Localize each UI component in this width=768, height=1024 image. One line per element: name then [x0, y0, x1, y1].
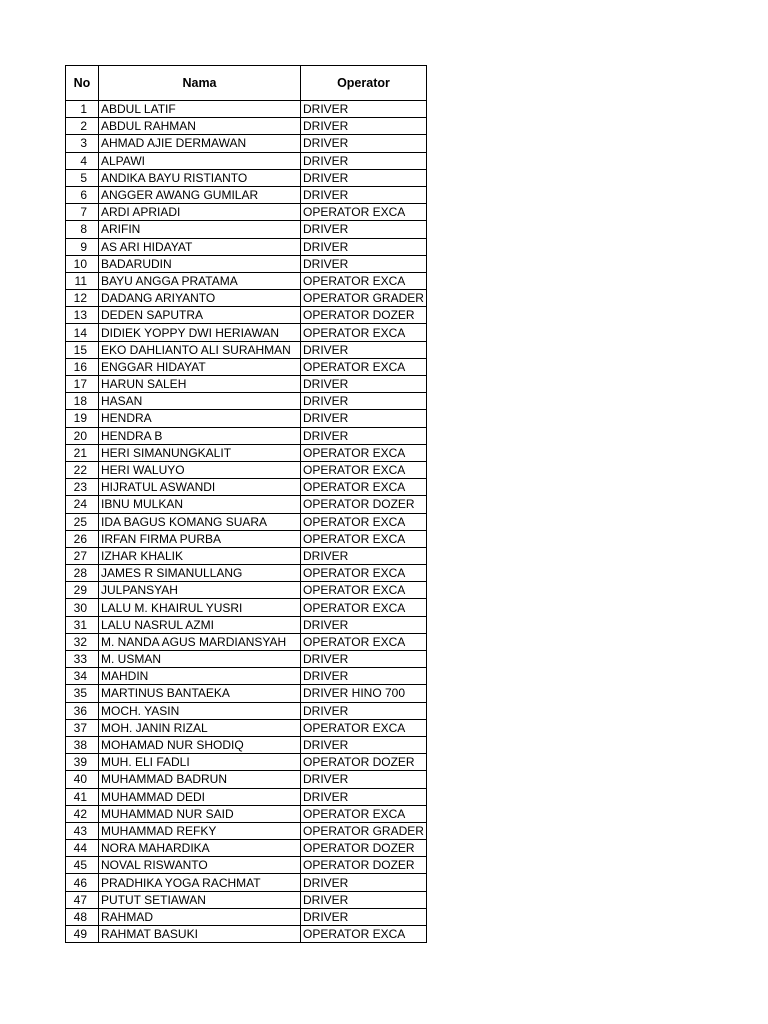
- row-number-cell: 14: [66, 324, 99, 341]
- operator-cell: DRIVER: [301, 341, 427, 358]
- operator-cell: OPERATOR DOZER: [301, 307, 427, 324]
- operator-cell: DRIVER: [301, 186, 427, 203]
- name-cell: BAYU ANGGA PRATAMA: [99, 272, 301, 289]
- row-number-cell: 26: [66, 530, 99, 547]
- operator-cell: OPERATOR EXCA: [301, 805, 427, 822]
- name-cell: MAHDIN: [99, 668, 301, 685]
- row-number-cell: 5: [66, 169, 99, 186]
- header-operator: Operator: [301, 66, 427, 101]
- row-number-cell: 20: [66, 427, 99, 444]
- row-number-cell: 18: [66, 393, 99, 410]
- name-cell: JAMES R SIMANULLANG: [99, 565, 301, 582]
- name-cell: IDA BAGUS KOMANG SUARA: [99, 513, 301, 530]
- table-row: [66, 547, 427, 564]
- table-row: [66, 651, 427, 668]
- name-cell: M. NANDA AGUS MARDIANSYAH: [99, 633, 301, 650]
- operator-cell: OPERATOR EXCA: [301, 204, 427, 221]
- name-cell: ALPAWI: [99, 152, 301, 169]
- row-number-cell: 40: [66, 771, 99, 788]
- row-number-cell: 47: [66, 891, 99, 908]
- table-row: [66, 668, 427, 685]
- name-cell: HENDRA: [99, 410, 301, 427]
- table-row: [66, 376, 427, 393]
- operator-cell: DRIVER: [301, 101, 427, 118]
- table-row: [66, 496, 427, 513]
- table-row: [66, 530, 427, 547]
- name-cell: HIJRATUL ASWANDI: [99, 479, 301, 496]
- row-number-cell: 15: [66, 341, 99, 358]
- row-number-cell: 8: [66, 221, 99, 238]
- name-cell: ANGGER AWANG GUMILAR: [99, 186, 301, 203]
- row-number-cell: 13: [66, 307, 99, 324]
- name-cell: ANDIKA BAYU RISTIANTO: [99, 169, 301, 186]
- row-number-cell: 38: [66, 736, 99, 753]
- table-row: [66, 272, 427, 289]
- row-number-cell: 24: [66, 496, 99, 513]
- operator-cell: OPERATOR DOZER: [301, 857, 427, 874]
- operator-cell: DRIVER: [301, 376, 427, 393]
- operator-cell: DRIVER: [301, 874, 427, 891]
- operator-cell: DRIVER: [301, 668, 427, 685]
- name-cell: MUHAMMAD NUR SAID: [99, 805, 301, 822]
- operator-cell: OPERATOR DOZER: [301, 754, 427, 771]
- operator-cell: DRIVER: [301, 736, 427, 753]
- row-number-cell: 7: [66, 204, 99, 221]
- table-row: [66, 857, 427, 874]
- operator-cell: OPERATOR EXCA: [301, 582, 427, 599]
- row-number-cell: 9: [66, 238, 99, 255]
- operator-cell: DRIVER: [301, 255, 427, 272]
- row-number-cell: 25: [66, 513, 99, 530]
- name-cell: AHMAD AJIE DERMAWAN: [99, 135, 301, 152]
- table-row: [66, 805, 427, 822]
- table-row: [66, 324, 427, 341]
- name-cell: MOCH. YASIN: [99, 702, 301, 719]
- operator-cell: DRIVER: [301, 788, 427, 805]
- table-row: [66, 788, 427, 805]
- name-cell: BADARUDIN: [99, 255, 301, 272]
- row-number-cell: 16: [66, 358, 99, 375]
- row-number-cell: 42: [66, 805, 99, 822]
- operator-cell: DRIVER: [301, 135, 427, 152]
- operator-cell: OPERATOR EXCA: [301, 599, 427, 616]
- row-number-cell: 45: [66, 857, 99, 874]
- operator-cell: OPERATOR EXCA: [301, 565, 427, 582]
- table-row: [66, 874, 427, 891]
- name-cell: MARTINUS BANTAEKA: [99, 685, 301, 702]
- row-number-cell: 30: [66, 599, 99, 616]
- name-cell: MUHAMMAD BADRUN: [99, 771, 301, 788]
- name-cell: JULPANSYAH: [99, 582, 301, 599]
- table-row: [66, 479, 427, 496]
- row-number-cell: 32: [66, 633, 99, 650]
- operator-cell: DRIVER: [301, 616, 427, 633]
- operator-cell: DRIVER: [301, 702, 427, 719]
- operator-cell: DRIVER: [301, 152, 427, 169]
- name-cell: NOVAL RISWANTO: [99, 857, 301, 874]
- operator-cell: DRIVER: [301, 908, 427, 925]
- operator-cell: OPERATOR DOZER: [301, 840, 427, 857]
- name-cell: ARDI APRIADI: [99, 204, 301, 221]
- operator-cell: DRIVER: [301, 771, 427, 788]
- row-number-cell: 43: [66, 822, 99, 839]
- table-row: [66, 461, 427, 478]
- table-row: [66, 135, 427, 152]
- row-number-cell: 4: [66, 152, 99, 169]
- operator-cell: DRIVER: [301, 891, 427, 908]
- row-number-cell: 35: [66, 685, 99, 702]
- operator-cell: DRIVER HINO 700: [301, 685, 427, 702]
- table-row: [66, 582, 427, 599]
- row-number-cell: 46: [66, 874, 99, 891]
- operator-cell: DRIVER: [301, 410, 427, 427]
- operator-cell: DRIVER: [301, 118, 427, 135]
- name-cell: DADANG ARIYANTO: [99, 290, 301, 307]
- name-cell: HENDRA B: [99, 427, 301, 444]
- name-cell: MOH. JANIN RIZAL: [99, 719, 301, 736]
- table-row: [66, 754, 427, 771]
- row-number-cell: 22: [66, 461, 99, 478]
- name-cell: LALU M. KHAIRUL YUSRI: [99, 599, 301, 616]
- operator-cell: DRIVER: [301, 393, 427, 410]
- operator-cell: OPERATOR EXCA: [301, 633, 427, 650]
- operator-cell: OPERATOR EXCA: [301, 719, 427, 736]
- table-row: [66, 101, 427, 118]
- table-row: [66, 565, 427, 582]
- row-number-cell: 33: [66, 651, 99, 668]
- row-number-cell: 17: [66, 376, 99, 393]
- name-cell: MOHAMAD NUR SHODIQ: [99, 736, 301, 753]
- operator-cell: OPERATOR EXCA: [301, 461, 427, 478]
- operator-cell: DRIVER: [301, 169, 427, 186]
- table-row: [66, 393, 427, 410]
- row-number-cell: 21: [66, 444, 99, 461]
- row-number-cell: 34: [66, 668, 99, 685]
- row-number-cell: 37: [66, 719, 99, 736]
- row-number-cell: 23: [66, 479, 99, 496]
- table-row: [66, 307, 427, 324]
- name-cell: DIDIEK YOPPY DWI HERIAWAN: [99, 324, 301, 341]
- operator-cell: DRIVER: [301, 547, 427, 564]
- name-cell: MUHAMMAD REFKY: [99, 822, 301, 839]
- table-row: [66, 840, 427, 857]
- table-row: [66, 771, 427, 788]
- name-cell: MUH. ELI FADLI: [99, 754, 301, 771]
- table-row: [66, 633, 427, 650]
- row-number-cell: 11: [66, 272, 99, 289]
- name-cell: HARUN SALEH: [99, 376, 301, 393]
- table-row: [66, 513, 427, 530]
- name-cell: RAHMAD: [99, 908, 301, 925]
- table-row: [66, 410, 427, 427]
- name-cell: AS ARI HIDAYAT: [99, 238, 301, 255]
- row-number-cell: 19: [66, 410, 99, 427]
- row-number-cell: 27: [66, 547, 99, 564]
- name-cell: IBNU MULKAN: [99, 496, 301, 513]
- table-row: [66, 118, 427, 135]
- table-row: [66, 599, 427, 616]
- table-row: [66, 719, 427, 736]
- header-no: No: [66, 66, 99, 101]
- name-cell: PRADHIKA YOGA RACHMAT: [99, 874, 301, 891]
- row-number-cell: 12: [66, 290, 99, 307]
- operator-table: [65, 65, 427, 943]
- name-cell: DEDEN SAPUTRA: [99, 307, 301, 324]
- table-row: [66, 736, 427, 753]
- table-row: [66, 822, 427, 839]
- table-row: [66, 255, 427, 272]
- row-number-cell: 36: [66, 702, 99, 719]
- row-number-cell: 29: [66, 582, 99, 599]
- table-row: [66, 926, 427, 943]
- name-cell: MUHAMMAD DEDI: [99, 788, 301, 805]
- row-number-cell: 49: [66, 926, 99, 943]
- table-row: [66, 908, 427, 925]
- row-number-cell: 41: [66, 788, 99, 805]
- name-cell: M. USMAN: [99, 651, 301, 668]
- table-row: [66, 427, 427, 444]
- operator-cell: DRIVER: [301, 221, 427, 238]
- table-body: [66, 101, 427, 943]
- row-number-cell: 6: [66, 186, 99, 203]
- operator-cell: OPERATOR EXCA: [301, 272, 427, 289]
- operator-cell: OPERATOR EXCA: [301, 530, 427, 547]
- table-row: [66, 169, 427, 186]
- name-cell: HERI SIMANUNGKALIT: [99, 444, 301, 461]
- table-row: [66, 221, 427, 238]
- name-cell: HASAN: [99, 393, 301, 410]
- operator-cell: DRIVER: [301, 651, 427, 668]
- header-nama: Nama: [99, 66, 301, 101]
- name-cell: HERI WALUYO: [99, 461, 301, 478]
- table-row: [66, 891, 427, 908]
- name-cell: IZHAR KHALIK: [99, 547, 301, 564]
- operator-cell: OPERATOR EXCA: [301, 444, 427, 461]
- name-cell: ARIFIN: [99, 221, 301, 238]
- name-cell: ABDUL RAHMAN: [99, 118, 301, 135]
- table-row: [66, 702, 427, 719]
- operator-cell: DRIVER: [301, 238, 427, 255]
- table-row: [66, 152, 427, 169]
- row-number-cell: 31: [66, 616, 99, 633]
- operator-cell: OPERATOR DOZER: [301, 496, 427, 513]
- name-cell: RAHMAT BASUKI: [99, 926, 301, 943]
- table-row: [66, 186, 427, 203]
- operator-cell: OPERATOR GRADER: [301, 290, 427, 307]
- name-cell: ABDUL LATIF: [99, 101, 301, 118]
- operator-cell: OPERATOR EXCA: [301, 926, 427, 943]
- header-row: [66, 66, 427, 101]
- table-row: [66, 238, 427, 255]
- table-row: [66, 685, 427, 702]
- row-number-cell: 28: [66, 565, 99, 582]
- table-row: [66, 616, 427, 633]
- operator-cell: OPERATOR GRADER: [301, 822, 427, 839]
- name-cell: LALU NASRUL AZMI: [99, 616, 301, 633]
- table-header: [66, 66, 427, 101]
- name-cell: EKO DAHLIANTO ALI SURAHMAN: [99, 341, 301, 358]
- operator-cell: OPERATOR EXCA: [301, 479, 427, 496]
- operator-cell: OPERATOR EXCA: [301, 324, 427, 341]
- operator-cell: DRIVER: [301, 427, 427, 444]
- table-row: [66, 341, 427, 358]
- name-cell: NORA MAHARDIKA: [99, 840, 301, 857]
- name-cell: PUTUT SETIAWAN: [99, 891, 301, 908]
- table-row: [66, 204, 427, 221]
- row-number-cell: 3: [66, 135, 99, 152]
- row-number-cell: 10: [66, 255, 99, 272]
- row-number-cell: 1: [66, 101, 99, 118]
- table-row: [66, 358, 427, 375]
- table-row: [66, 290, 427, 307]
- operator-cell: OPERATOR EXCA: [301, 358, 427, 375]
- table-row: [66, 444, 427, 461]
- row-number-cell: 48: [66, 908, 99, 925]
- name-cell: ENGGAR HIDAYAT: [99, 358, 301, 375]
- operator-cell: OPERATOR EXCA: [301, 513, 427, 530]
- row-number-cell: 44: [66, 840, 99, 857]
- name-cell: IRFAN FIRMA PURBA: [99, 530, 301, 547]
- row-number-cell: 39: [66, 754, 99, 771]
- row-number-cell: 2: [66, 118, 99, 135]
